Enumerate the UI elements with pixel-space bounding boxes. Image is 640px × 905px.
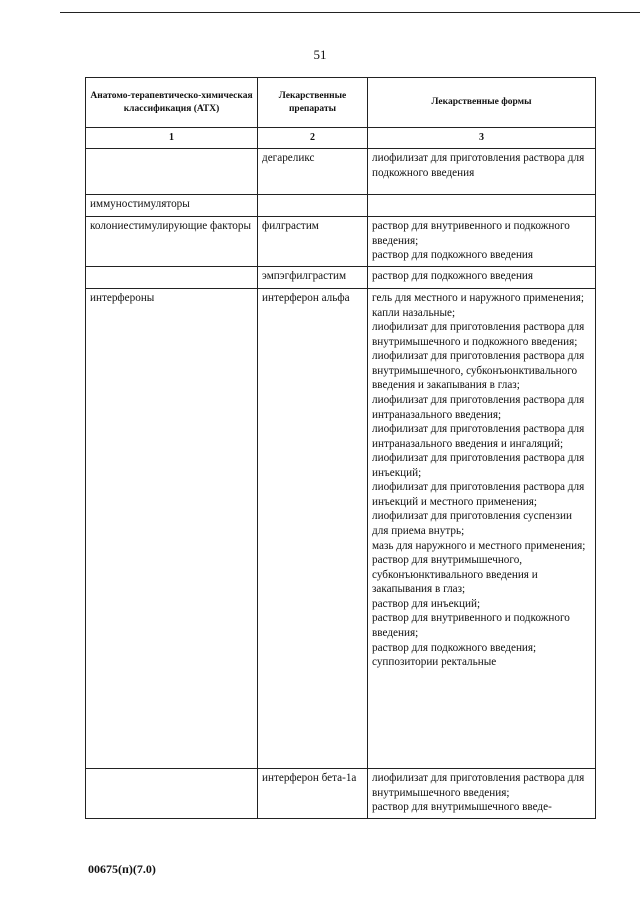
dosage-form: раствор для внутривенного и подкожного введения; (372, 220, 570, 247)
dosage-form: раствор для внутривенного и подкожного введения; (372, 612, 570, 639)
dosage-form: лиофилизат для приготовления раствора для инъекций; (372, 452, 585, 479)
dosage-form: раствор для внутримышечного, субконъюнктивального введения и закапывания в глаз; (372, 554, 538, 596)
table-row (86, 195, 596, 217)
dosage-form: лиофилизат для приготовления раствора для подкожного введения (372, 152, 585, 179)
drug-cell: эмпэгфилграстим (258, 267, 368, 289)
page-number: 51 (313, 47, 327, 62)
dosage-form: суппозитории ректальные (372, 656, 497, 669)
column-number: 2 (258, 128, 368, 149)
drug-cell: интерферон бета-1a (258, 769, 368, 819)
drug-table (85, 77, 596, 819)
dosage-form: лиофилизат для приготовления суспензии для приема внутрь; (372, 510, 572, 537)
table-row (86, 289, 596, 769)
dosage-form: лиофилизат для приготовления раствора для внутримышечного введения; (372, 772, 585, 799)
table-row (86, 769, 596, 819)
drug-cell: дегареликс (258, 149, 368, 195)
forms-cell (368, 267, 596, 289)
forms-cell (368, 149, 596, 195)
dosage-form: раствор для подкожного введения (372, 270, 534, 282)
forms-cell (368, 289, 596, 769)
dosage-form: раствор для подкожного введения; (372, 641, 537, 654)
footer-code: 00675(п)(7.0) (88, 862, 156, 876)
dosage-form: раствор для подкожного введения (372, 249, 534, 262)
table-row (86, 149, 596, 195)
dosage-form: лиофилизат для приготовления раствора для внутримышечного и подкожного введения; (372, 321, 585, 348)
table-row (86, 217, 596, 267)
header-atc: Анатомо-терапевтическо-химическая классификация (АТХ) (86, 78, 258, 128)
atc-cell (86, 769, 258, 819)
dosage-form: раствор для инъекций; (372, 597, 481, 610)
atc-cell: колониестимулирующие факторы (86, 217, 258, 267)
forms-cell (368, 217, 596, 267)
forms-cell (368, 769, 596, 819)
dosage-form: лиофилизат для приготовления раствора для внутримышечного, субконъюнктивального введения и закапывания в глаз; (372, 350, 585, 392)
dosage-form: лиофилизат для приготовления раствора для инъекций и местного применения; (372, 481, 585, 508)
header-row (86, 78, 596, 128)
dosage-form: раствор для внутримышечного введе- (372, 801, 552, 814)
dosage-form: гель для местного и наружного применения; (372, 292, 584, 304)
drug-cell: филграстим (258, 217, 368, 267)
drug-cell (258, 195, 368, 217)
forms-cell (368, 195, 596, 217)
column-number: 3 (368, 128, 596, 149)
dosage-form: мазь для наружного и местного применения; (372, 539, 586, 552)
atc-cell: интерфероны (86, 289, 258, 769)
top-rule (60, 12, 640, 13)
dosage-form: лиофилизат для приготовления раствора для интраназального введения; (372, 393, 585, 421)
atc-cell: иммуностимуляторы (86, 195, 258, 217)
atc-cell (86, 267, 258, 289)
header-forms: Лекарственные формы (368, 78, 596, 128)
drug-cell: интерферон альфа (258, 289, 368, 769)
dosage-form: капли назальные; (372, 306, 456, 319)
column-number: 1 (86, 128, 258, 149)
atc-cell (86, 149, 258, 195)
column-number-row (86, 128, 596, 149)
table-row (86, 267, 596, 289)
dosage-form: лиофилизат для приготовления раствора для интраназального введения и ингаляций; (372, 423, 585, 450)
header-drugs: Лекарственные препараты (258, 78, 368, 128)
